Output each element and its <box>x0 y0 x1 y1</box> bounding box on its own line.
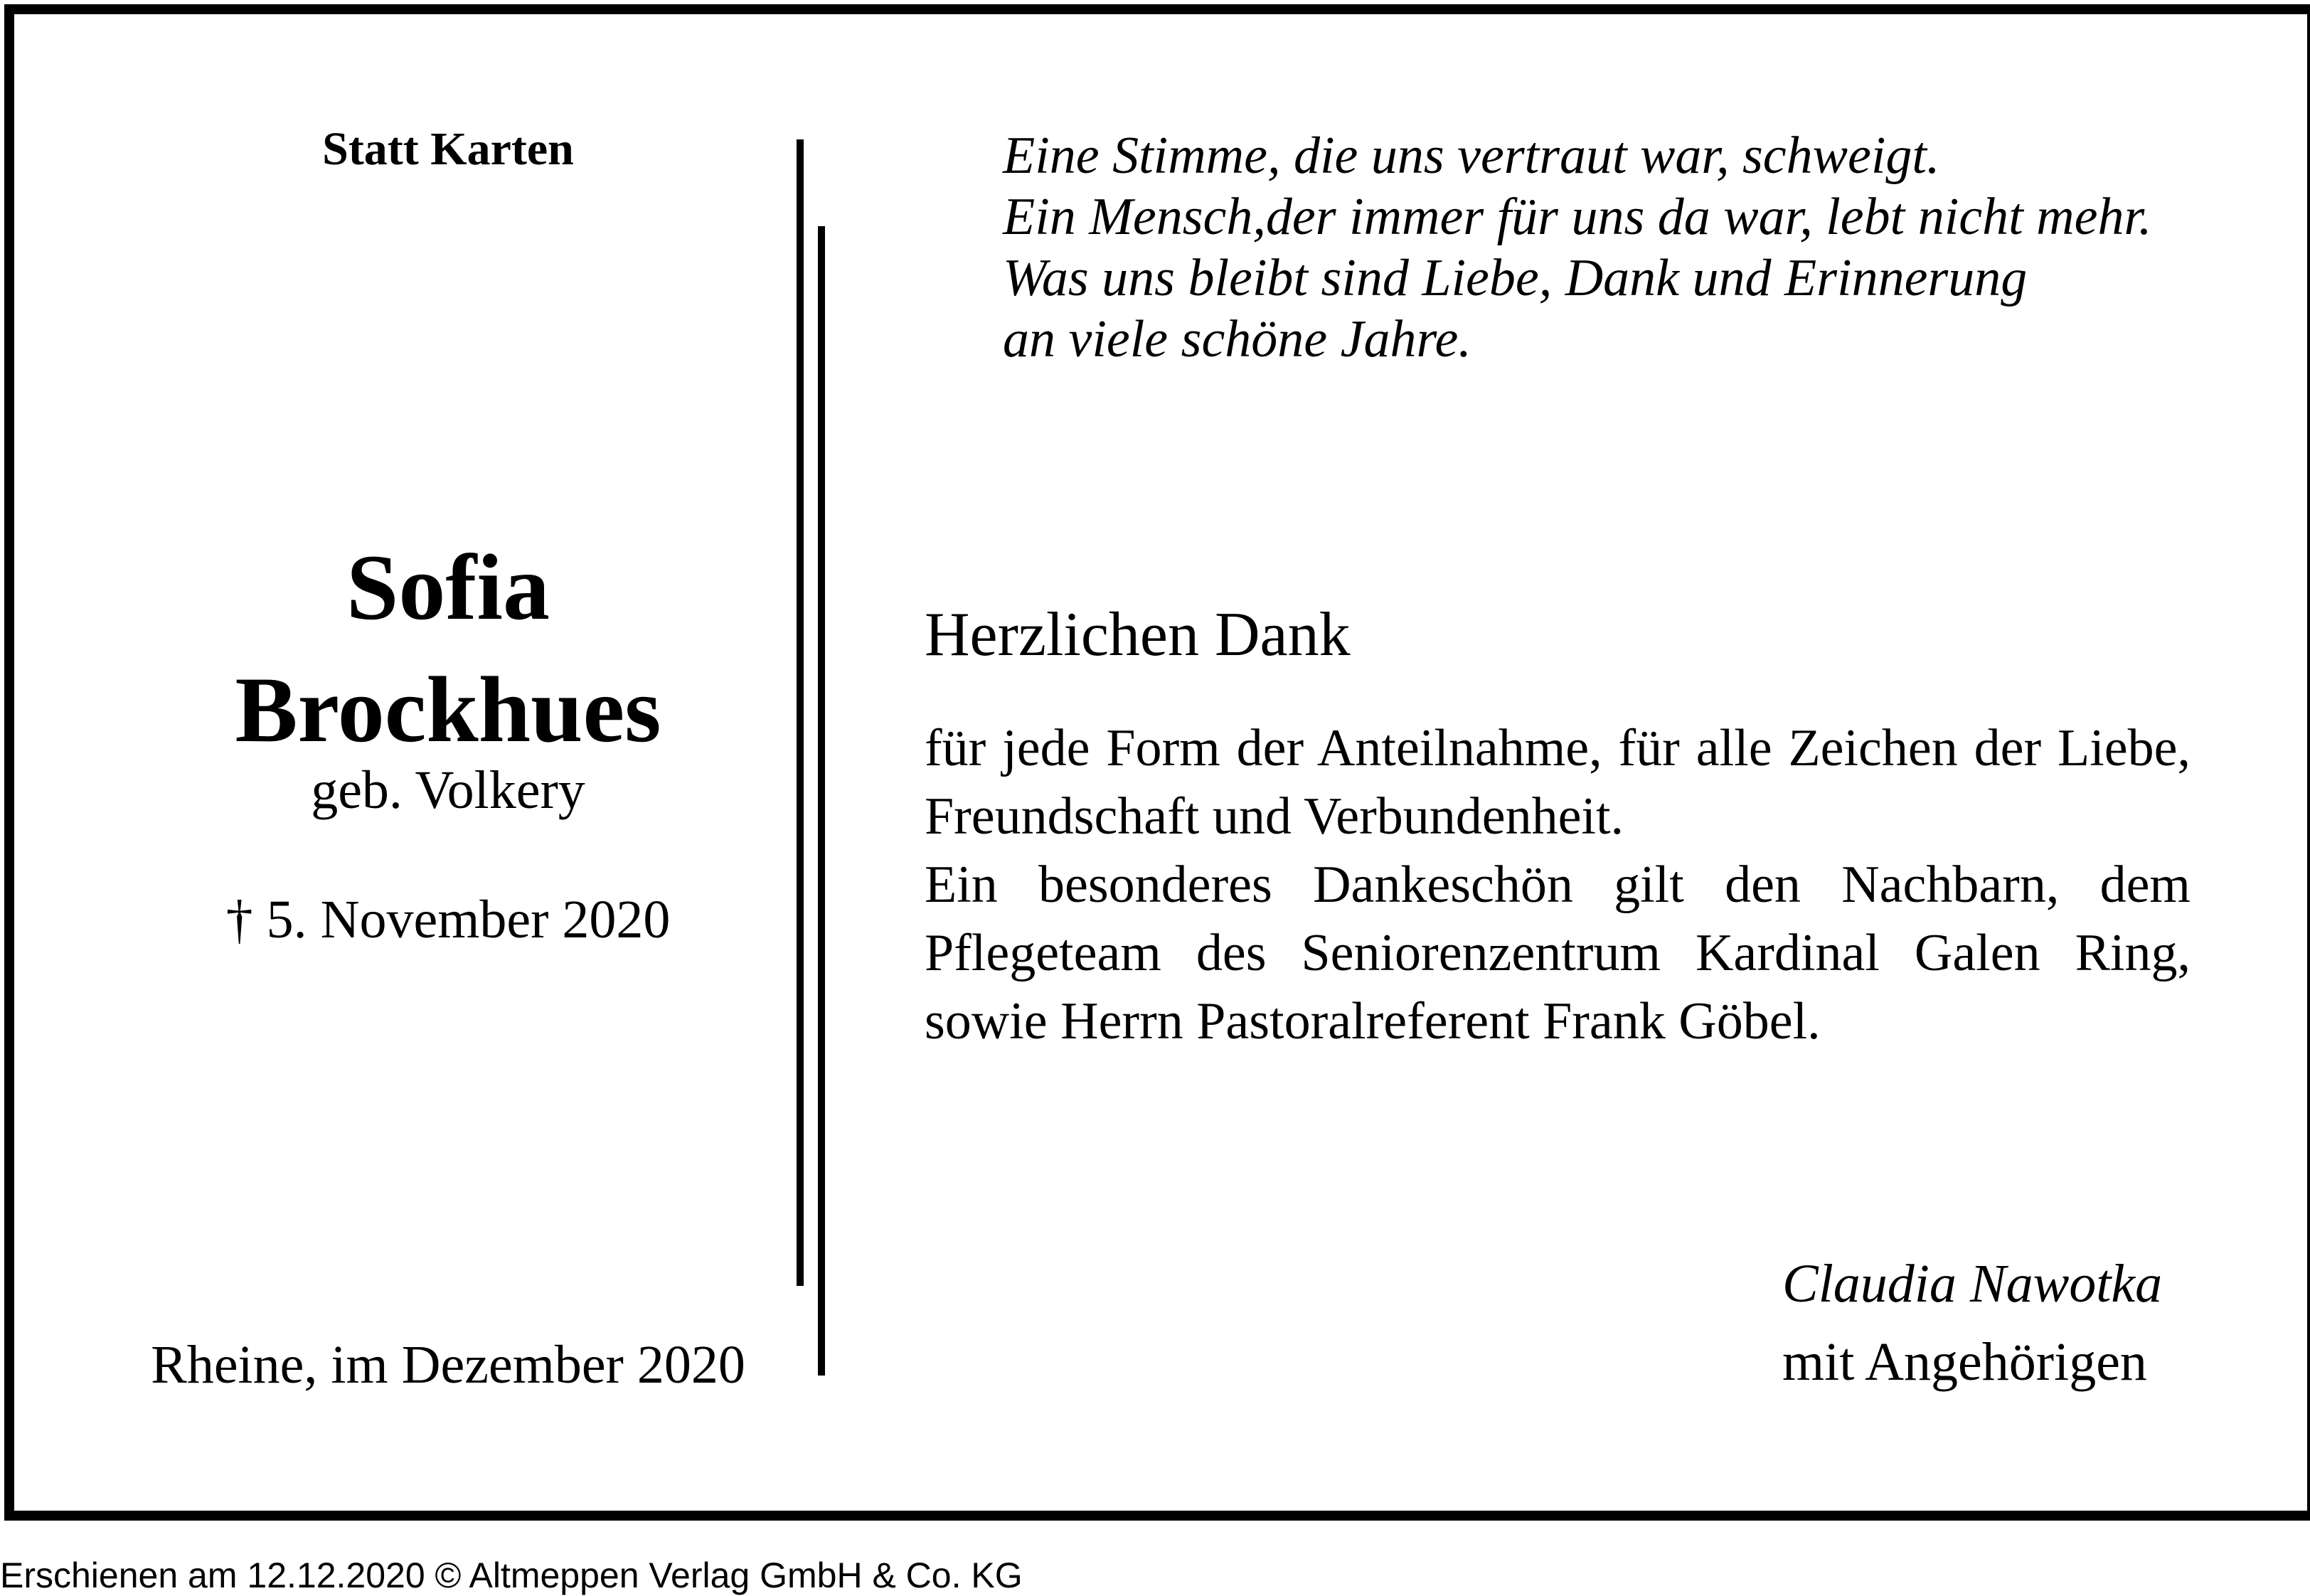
thanks-text <box>925 714 2191 1055</box>
deceased-death-date: † 5. November 2020 <box>225 890 671 949</box>
thanks-paragraph: für jede Form der Anteilnahme, für alle Zeichen der Liebe, Freundschaft und Verbundenheit. <box>925 719 2191 846</box>
poem-line: Ein Mensch,der immer für uns da war, lebt nicht mehr. <box>1003 188 2152 246</box>
signer-name: Claudia Nawotka <box>1782 1254 2163 1314</box>
thanks-paragraph: Ein besonderes Dankeschön gilt den Nachbarn, dem Pflegeteam des Seniorenzentrum Kardinal Galen Ring, sowie Herrn Pastoralreferent Frank Göbel. <box>925 856 2191 1050</box>
poem-line: Eine Stimme, die uns vertraut war, schweigt. <box>1003 127 1940 185</box>
deceased-first-name: Sofia <box>346 535 550 639</box>
deceased-last-name: Brockhues <box>235 657 661 762</box>
poem-line: Was uns bleibt sind Liebe, Dank und Erinnerung <box>1003 249 2028 307</box>
thanks-title: Herzlichen Dank <box>925 600 1351 669</box>
divider-line-left <box>797 139 804 1286</box>
poem-line: an viele schöne Jahre. <box>1003 310 1471 368</box>
memorial-poem <box>1003 125 2152 370</box>
place-and-date: Rheine, im Dezember 2020 <box>151 1335 745 1395</box>
notice-header: Statt Karten <box>322 123 574 175</box>
deceased-birth-name: geb. Volkery <box>311 760 585 820</box>
publication-footer: Erschienen am 12.12.2020 © Altmeppen Verlag GmbH & Co. KG <box>0 1555 1023 1595</box>
deceased-name <box>142 526 754 771</box>
signer-suffix: mit Angehörigen <box>1782 1332 2147 1392</box>
divider-line-right <box>818 226 825 1376</box>
